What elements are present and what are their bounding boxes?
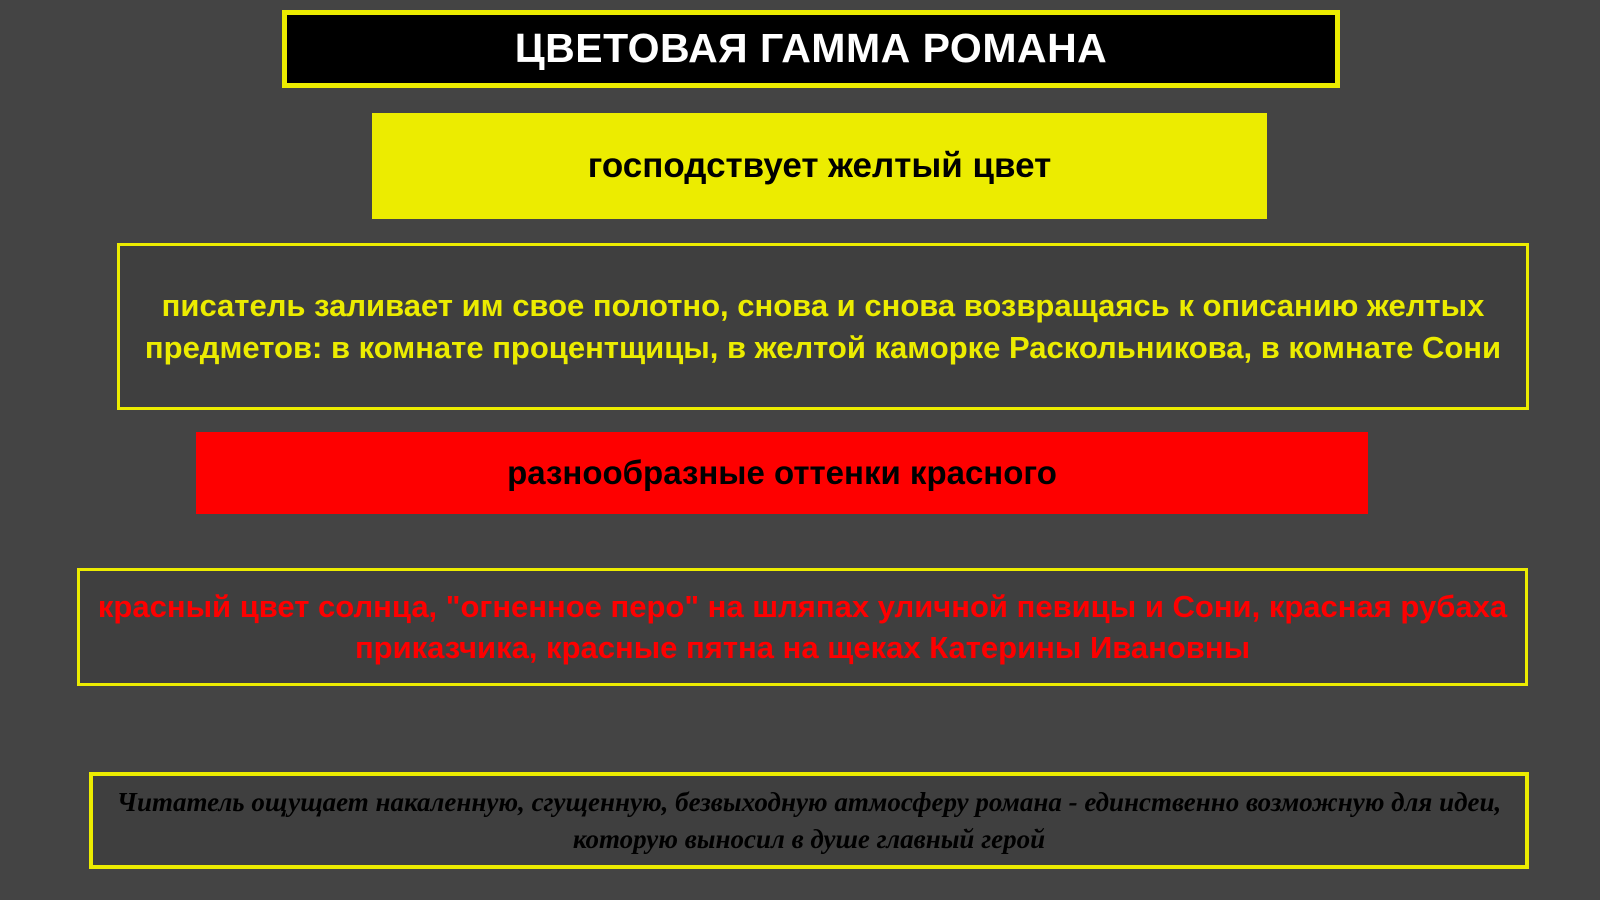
page-title: ЦВЕТОВАЯ ГАММА РОМАНА <box>514 25 1108 72</box>
red-description-text: красный цвет солнца, "огненное перо" на шляпах уличной певицы и Сони, красная рубаха приказчика, красные пятна на щеках Катерины Ивановны <box>97 588 1508 665</box>
conclusion-box <box>89 772 1529 869</box>
yellow-heading-banner <box>372 113 1267 219</box>
red-description-box <box>77 568 1528 686</box>
conclusion-text: Читатель ощущает накаленную, сгущенную, безвыходную атмосферу романа - единственно возможную для идеи, которую выносил в душе главный герой <box>116 787 1502 854</box>
red-heading-banner <box>196 432 1368 514</box>
yellow-heading-label: господствует желтый цвет <box>587 145 1052 185</box>
yellow-description-box <box>117 243 1529 410</box>
title-banner <box>282 10 1340 88</box>
red-heading-label: разнообразные оттенки красного <box>507 454 1057 492</box>
yellow-description-text: писатель заливает им свое полотно, снова и снова возвращаясь к описанию желтых предметов: в комнате процентщицы, в желтой каморке Раскольникова, в комнате Сони <box>144 288 1502 365</box>
